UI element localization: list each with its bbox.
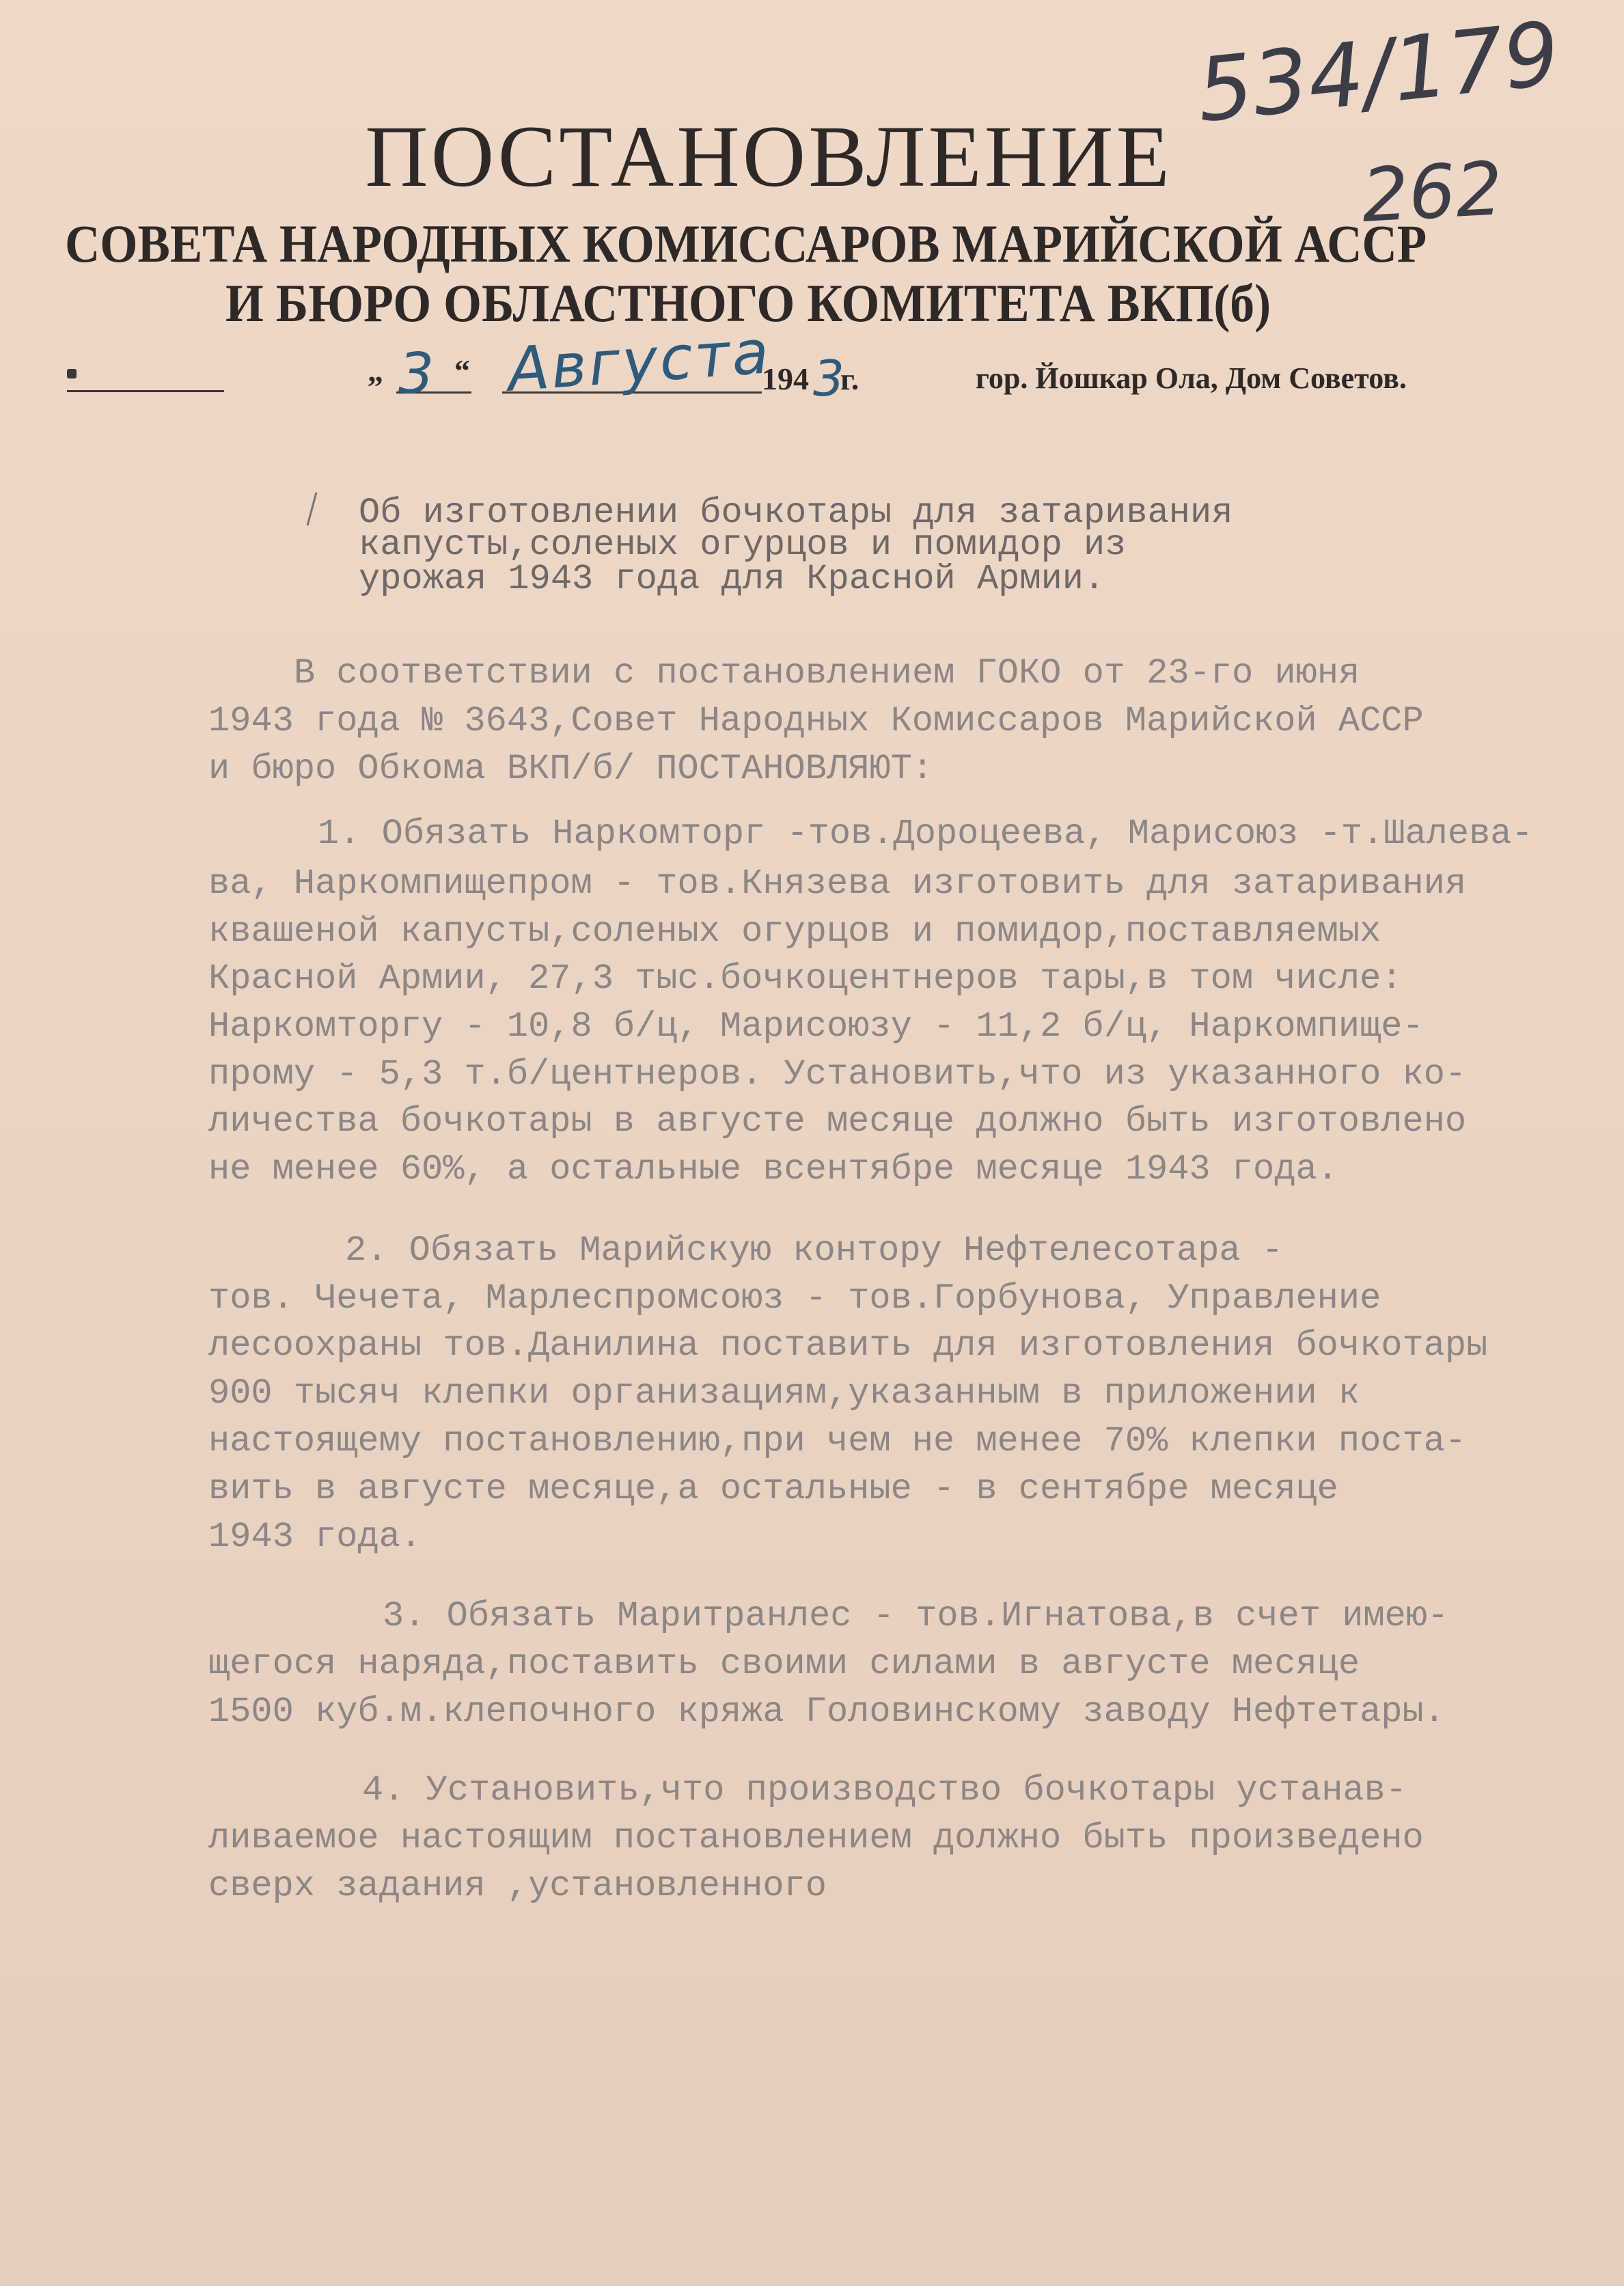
body-line: Красной Армии, 27,3 тыс.бочкоцентнеров тары,в том числе:: [208, 959, 1403, 999]
subject-line: капусты,соленых огурцов и помидор из: [359, 525, 1127, 565]
body-line: вить в августе месяце,а остальные - в сентябре месяце: [208, 1469, 1338, 1509]
body-line: 2. Обязать Марийскую контору Нефтелесотара -: [345, 1230, 1284, 1271]
body-line: личества бочкотары в августе месяце должно быть изготовлено: [208, 1101, 1467, 1142]
date-quote-open: „: [368, 353, 383, 388]
body-line: щегося наряда,поставить своими силами в августе месяце: [208, 1644, 1360, 1684]
body-line: 1500 куб.м.клепочного кряжа Головинскому заводу Нефтетары.: [208, 1692, 1445, 1732]
number-field-bullet: [67, 369, 77, 378]
date-day-handwritten: 3: [398, 342, 435, 407]
document-title: ПОСТАНОВЛЕНИЕ: [365, 108, 1172, 205]
archive-number-handwritten-2: 262: [1360, 146, 1505, 239]
archive-number-handwritten: 534/179: [1192, 3, 1565, 143]
body-line: ва, Наркомпищепром - тов.Князева изготовить для затаривания: [208, 864, 1467, 904]
body-line: лесоохраны тов.Данилина поставить для изготовления бочкотары: [208, 1325, 1488, 1366]
body-line: квашеной капусты,соленых огурцов и помидор,поставляемых: [208, 911, 1381, 952]
subject-line: Об изготовлении бочкотары для затаривания: [359, 493, 1233, 533]
body-line: В соответствии с постановлением ГОКО от 23-го июня: [294, 653, 1360, 693]
date-year-prefix: 194: [762, 361, 809, 396]
subject-bracket-mark: [307, 492, 318, 525]
body-line: настоящему постановлению,при чем не менее 70% клепки поста-: [208, 1421, 1467, 1461]
body-line: и бюро Обкома ВКП/б/ ПОСТАНОВЛЯЮТ:: [208, 749, 933, 789]
body-line: сверх задания ,установленного: [208, 1866, 827, 1906]
body-line: 1943 года № 3643,Совет Народных Комиссаров Марийской АССР: [208, 701, 1424, 741]
date-year-digit-handwritten: 3: [813, 350, 844, 407]
body-line: тов. Чечета, Марлеспромсоюз - тов.Горбунова, Управление: [208, 1278, 1381, 1319]
issuer-line-1: СОВЕТА НАРОДНЫХ КОМИССАРОВ МАРИЙСКОЙ АССР: [65, 214, 1427, 273]
subject-line: урожая 1943 года для Красной Армии.: [359, 559, 1105, 599]
body-line: не менее 60%, а остальные всентябре месяце 1943 года.: [208, 1149, 1338, 1189]
body-line: ливаемое настоящим постановлением должно быть произведено: [208, 1818, 1424, 1858]
date-year-suffix: г.: [840, 361, 859, 396]
body-line: 3. Обязать Маритранлес - тов.Игнатова,в счет имею-: [383, 1596, 1449, 1636]
issue-place: гор. Йошкар Ола, Дом Советов.: [976, 361, 1407, 395]
issuer-line-2: И БЮРО ОБЛАСТНОГО КОМИТЕТА ВКП(б): [225, 273, 1271, 333]
body-line: 900 тысяч клепки организациям,указанным в приложении к: [208, 1373, 1360, 1414]
number-field-line: [67, 390, 224, 392]
date-quote-close: “: [454, 353, 470, 388]
body-line: 4. Установить,что производство бочкотары устанав-: [362, 1770, 1407, 1810]
body-line: 1. Обязать Наркомторг -тов.Дороцеева, Марисоюз -т.Шалева-: [318, 814, 1533, 854]
body-line: 1943 года.: [208, 1517, 422, 1557]
date-month-handwritten: Августа: [506, 316, 773, 405]
body-line: Наркомторгу - 10,8 б/ц, Марисоюзу - 11,2 б/ц, Наркомпище-: [208, 1006, 1424, 1047]
body-line: прому - 5,3 т.б/центнеров. Установить,что из указанного ко-: [208, 1054, 1467, 1094]
